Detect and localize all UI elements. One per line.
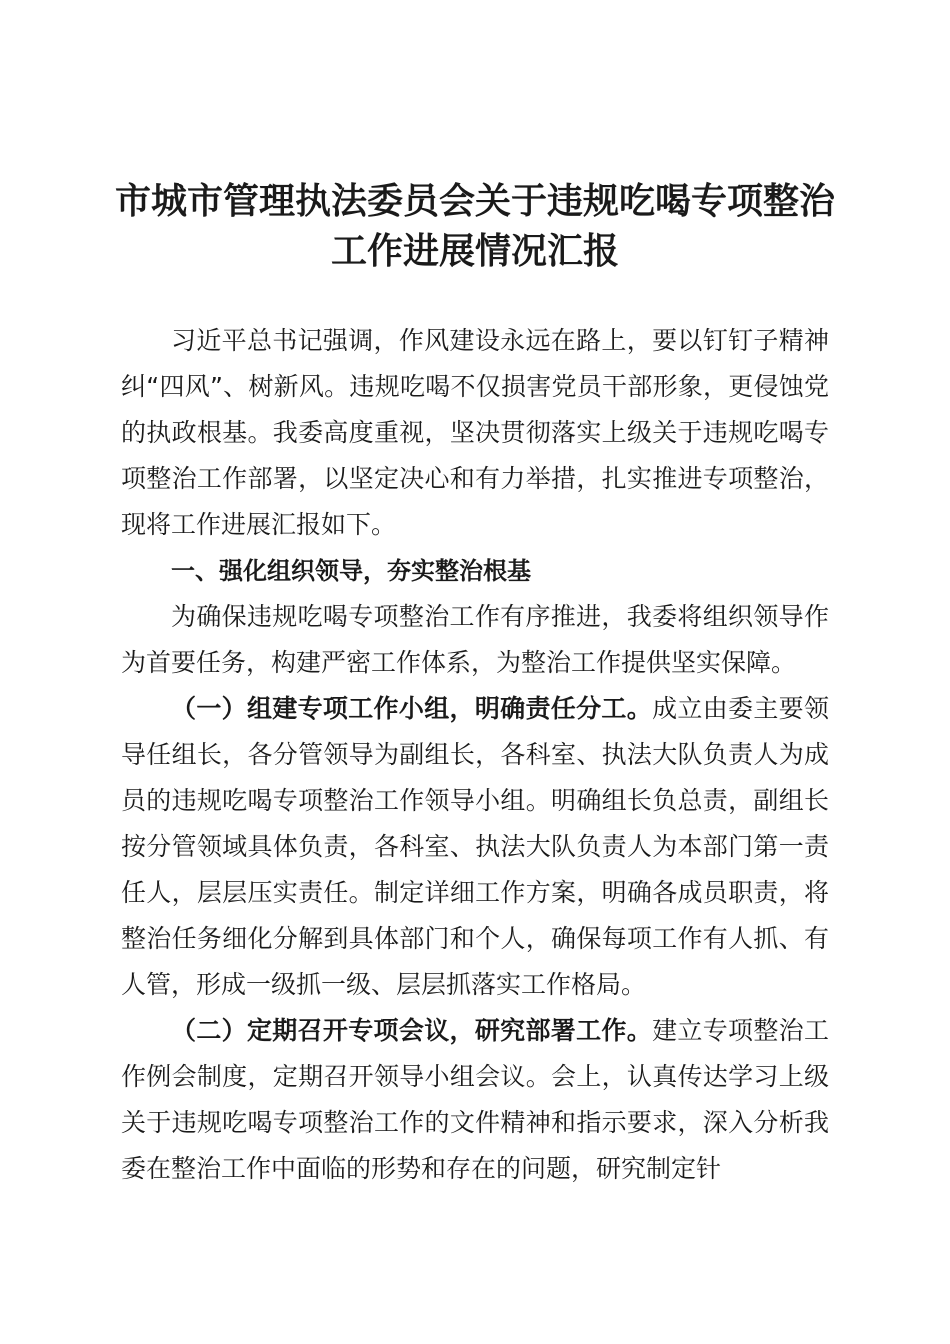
section-1-item-2-paragraph [121,1008,829,1192]
document-title [100,176,850,276]
document-body [121,318,829,1192]
title-line-1: 市城市管理执法委员会关于违规吃喝专项整治 [114,180,835,222]
section-1-lead-paragraph: 为确保违规吃喝专项整治工作有序推进，我委将组织领导作为首要任务，构建严密工作体系，为整治工作提供坚实保障。 [121,602,829,677]
item-1-text: 成立由委主要领导任组长，各分管领导为副组长，各科室、执法大队负责人为成员的违规吃喝专项整治工作领导小组。明确组长负总责，副组长按分管领域具体负责，各科室、执法大队负责人为本部门第一责任人，层层压实责任。制定详细工作方案，明确各成员职责，将整治任务细化分解到具体部门和个人，确保每项工作有人抓、有人管，形成一级抓一级、层层抓落实工作格局。 [121,694,829,999]
section-1-heading: 一、强化组织领导，夯实整治根基 [171,557,531,585]
item-2-text: 建立专项整治工作例会制度，定期召开领导小组会议。会上，认真传达学习上级关于违规吃喝专项整治工作的文件精神和指示要求，深入分析我委在整治工作中面临的形势和存在的问题，研究制定针 [121,1016,829,1183]
intro-paragraph: 习近平总书记强调，作风建设永远在路上，要以钉钉子精神纠“四风”、树新风。违规吃喝不仅损害党员干部形象，更侵蚀党的执政根基。我委高度重视，坚决贯彻落实上级关于违规吃喝专项整治工作部署，以坚定决心和有力举措，扎实推进专项整治，现将工作进展汇报如下。 [121,326,829,539]
section-1-item-1-paragraph [121,686,829,1008]
item-1-title: （一）组建专项工作小组，明确责任分工。 [171,694,653,723]
item-2-title: （二）定期召开专项会议，研究部署工作。 [171,1016,653,1045]
title-line-2: 工作进展情况汇报 [330,230,619,272]
